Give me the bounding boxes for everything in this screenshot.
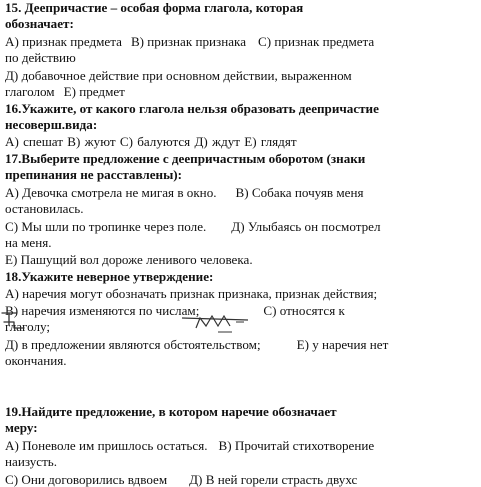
q19-option-b-cont: наизусть. xyxy=(5,454,58,469)
q15-option-e: Е) предмет xyxy=(63,84,125,99)
q15-option-b: В) признак признака xyxy=(130,34,247,49)
q19-option-a: А) Поневоле им пришлось остаться. xyxy=(5,438,208,453)
q19-option-b: В) Прочитай стихотворение xyxy=(218,438,375,453)
q17-option-b-cont: остановилась. xyxy=(5,201,84,216)
q18-title: 18.Укажите неверное утверждение: xyxy=(5,269,214,284)
q18-option-c: С) относятся к xyxy=(263,303,345,318)
q15-options-row3 xyxy=(5,84,475,99)
q17-title: 17.Выберите предложение с деепричастным оборотом (знаки xyxy=(5,151,366,166)
q16-options: А) спешат В) жуют С) балуются Д) ждут Е) глядят xyxy=(5,134,297,149)
q15-option-c-cont: по действию xyxy=(5,50,76,65)
q16-title-cont: несоверш.вида: xyxy=(5,117,98,132)
q15-options-row1 xyxy=(5,34,475,49)
q15-option-d-cont: глаголом xyxy=(5,84,55,99)
q17-option-d: Д) Улыбаясь он посмотрел xyxy=(231,219,381,234)
q17-option-a: А) Девочка смотрела не мигая в окно. xyxy=(5,185,217,200)
q19-title-cont: меру: xyxy=(5,420,38,435)
q17-option-b: В) Собака почуяв меня xyxy=(235,185,364,200)
q19-option-d: Д) В ней горели страсть двухс xyxy=(189,472,358,487)
q17-option-e: Е) Пашущий вол дороже ленивого человека. xyxy=(5,252,253,267)
q19-title: 19.Найдите предложение, в котором наречие обозначает xyxy=(5,404,337,419)
q15-option-a: А) признак предмета xyxy=(5,34,122,49)
q18-option-c-cont: глаголу; xyxy=(5,319,51,334)
q15-title: 15. Деепричастие – особая форма глагола, которая xyxy=(5,0,304,15)
q18-option-d: Д) в предложении являются обстоятельством; xyxy=(5,337,261,352)
q18-options-row2 xyxy=(5,303,475,318)
q17-options-row2 xyxy=(5,219,475,234)
q17-option-d-cont: на меня. xyxy=(5,235,52,250)
q15-title-cont: обозначает: xyxy=(5,16,74,31)
q19-option-c: С) Они договорились вдвоем xyxy=(5,472,168,487)
q18-option-e: Е) у наречия нет xyxy=(296,337,389,352)
q16-title: 16.Укажите, от какого глагола нельзя образовать деепричастие xyxy=(5,101,379,116)
q17-title-cont: препинания не расставлены): xyxy=(5,167,183,182)
q15-option-d: Д) добавочное действие при основном действии, выраженном xyxy=(5,68,352,83)
q19-options-row1 xyxy=(5,438,475,453)
q18-option-a: А) наречия могут обозначать признак признака, признак действия; xyxy=(5,286,378,301)
q17-options-row1 xyxy=(5,185,475,200)
q17-option-c: С) Мы шли по тропинке через поле. xyxy=(5,219,207,234)
q18-options-row4 xyxy=(5,337,475,352)
q18-option-b: В) наречия изменяются по числам; xyxy=(5,303,200,318)
q18-option-e-cont: окончания. xyxy=(5,353,67,368)
q15-option-c: С) признак предмета xyxy=(258,34,375,49)
